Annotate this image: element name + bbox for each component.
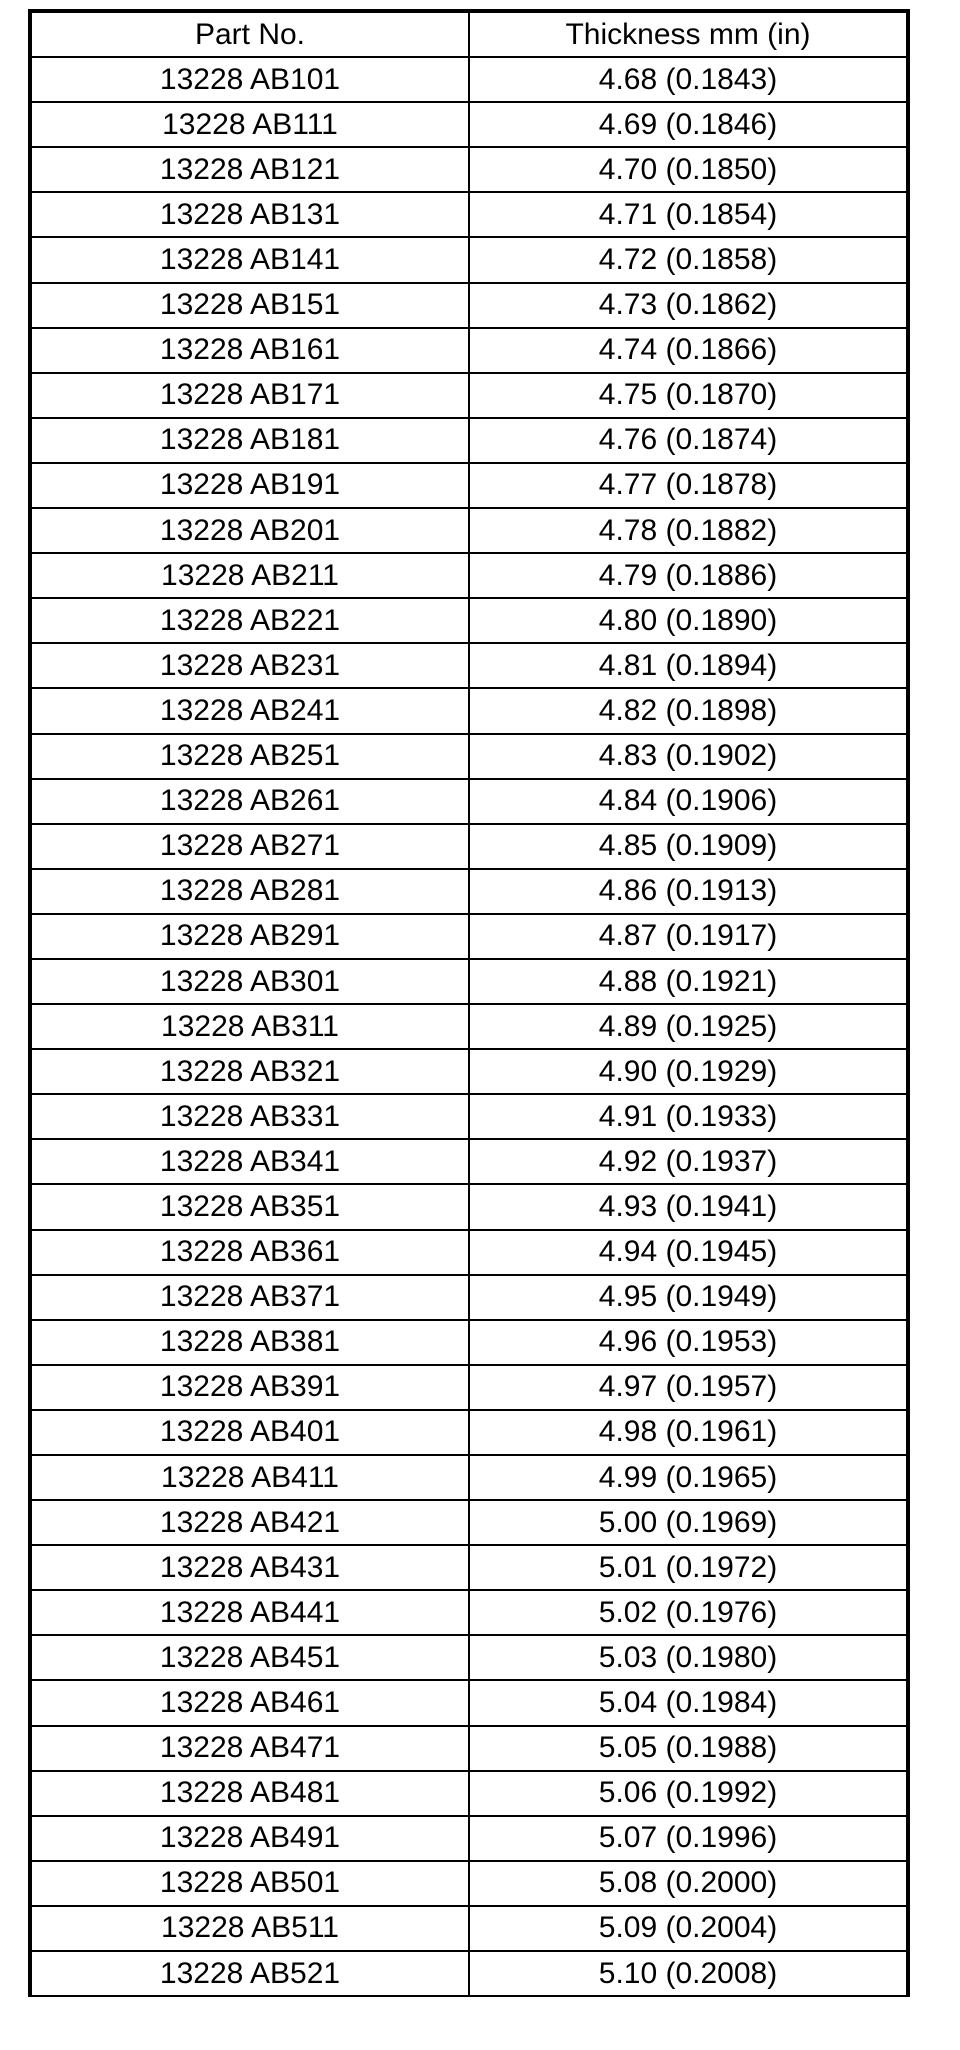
table-row	[30, 598, 908, 643]
part-number-cell: 13228 AB501	[30, 1861, 469, 1906]
thickness-cell: 5.04 (0.1984)	[469, 1680, 908, 1725]
part-number-cell: 13228 AB361	[30, 1230, 469, 1275]
thickness-cell: 5.06 (0.1992)	[469, 1771, 908, 1816]
thickness-cell: 4.80 (0.1890)	[469, 598, 908, 643]
part-number-cell: 13228 AB101	[30, 57, 469, 102]
thickness-cell: 5.01 (0.1972)	[469, 1545, 908, 1590]
thickness-cell: 4.93 (0.1941)	[469, 1184, 908, 1229]
thickness-cell: 4.91 (0.1933)	[469, 1094, 908, 1139]
part-number-cell: 13228 AB461	[30, 1680, 469, 1725]
table-row	[30, 57, 908, 102]
thickness-cell: 4.92 (0.1937)	[469, 1139, 908, 1184]
part-number-cell: 13228 AB191	[30, 463, 469, 508]
part-number-cell: 13228 AB401	[30, 1410, 469, 1455]
part-number-cell: 13228 AB391	[30, 1365, 469, 1410]
thickness-cell: 4.72 (0.1858)	[469, 237, 908, 282]
part-number-cell: 13228 AB261	[30, 779, 469, 824]
table-row	[30, 1771, 908, 1816]
part-number-cell: 13228 AB371	[30, 1275, 469, 1320]
table-row	[30, 734, 908, 779]
part-number-cell: 13228 AB441	[30, 1590, 469, 1635]
thickness-cell: 4.86 (0.1913)	[469, 869, 908, 914]
table-row	[30, 1590, 908, 1635]
table-row	[30, 959, 908, 1004]
table-row	[30, 508, 908, 553]
table-row	[30, 283, 908, 328]
table-row	[30, 1275, 908, 1320]
table-row	[30, 147, 908, 192]
thickness-cell: 4.79 (0.1886)	[469, 553, 908, 598]
thickness-cell: 5.10 (0.2008)	[469, 1951, 908, 1996]
table-row	[30, 824, 908, 869]
table-row	[30, 1139, 908, 1184]
table-row	[30, 1861, 908, 1906]
table-row	[30, 1455, 908, 1500]
thickness-cell: 4.77 (0.1878)	[469, 463, 908, 508]
table-row	[30, 1184, 908, 1229]
table-row	[30, 688, 908, 733]
thickness-cell: 5.09 (0.2004)	[469, 1906, 908, 1951]
table-row	[30, 1004, 908, 1049]
part-number-cell: 13228 AB211	[30, 553, 469, 598]
part-number-cell: 13228 AB111	[30, 102, 469, 147]
thickness-cell: 5.02 (0.1976)	[469, 1590, 908, 1635]
table-row	[30, 914, 908, 959]
thickness-cell: 5.05 (0.1988)	[469, 1726, 908, 1771]
table-row	[30, 1049, 908, 1094]
table-row	[30, 1320, 908, 1365]
thickness-cell: 4.95 (0.1949)	[469, 1275, 908, 1320]
part-number-cell: 13228 AB131	[30, 192, 469, 237]
thickness-cell: 5.08 (0.2000)	[469, 1861, 908, 1906]
part-number-cell: 13228 AB301	[30, 959, 469, 1004]
part-number-cell: 13228 AB521	[30, 1951, 469, 1996]
thickness-cell: 4.78 (0.1882)	[469, 508, 908, 553]
thickness-cell: 4.88 (0.1921)	[469, 959, 908, 1004]
part-number-cell: 13228 AB321	[30, 1049, 469, 1094]
table-row	[30, 779, 908, 824]
parts-thickness-table	[28, 9, 910, 1997]
table-row	[30, 553, 908, 598]
thickness-cell: 4.76 (0.1874)	[469, 418, 908, 463]
header-row	[30, 11, 908, 57]
table-row	[30, 1545, 908, 1590]
part-number-cell: 13228 AB381	[30, 1320, 469, 1365]
part-number-cell: 13228 AB231	[30, 643, 469, 688]
part-number-cell: 13228 AB471	[30, 1726, 469, 1771]
thickness-cell: 4.89 (0.1925)	[469, 1004, 908, 1049]
table-row	[30, 1906, 908, 1951]
table-body	[30, 57, 908, 1996]
header-part-no: Part No.	[30, 11, 469, 57]
table-row	[30, 237, 908, 282]
part-number-cell: 13228 AB141	[30, 237, 469, 282]
part-number-cell: 13228 AB201	[30, 508, 469, 553]
part-number-cell: 13228 AB291	[30, 914, 469, 959]
part-number-cell: 13228 AB181	[30, 418, 469, 463]
thickness-cell: 4.85 (0.1909)	[469, 824, 908, 869]
part-number-cell: 13228 AB511	[30, 1906, 469, 1951]
table-row	[30, 1680, 908, 1725]
thickness-cell: 4.71 (0.1854)	[469, 192, 908, 237]
thickness-cell: 4.74 (0.1866)	[469, 328, 908, 373]
table-row	[30, 328, 908, 373]
table-row	[30, 192, 908, 237]
thickness-cell: 5.07 (0.1996)	[469, 1816, 908, 1861]
thickness-cell: 4.70 (0.1850)	[469, 147, 908, 192]
part-number-cell: 13228 AB281	[30, 869, 469, 914]
part-number-cell: 13228 AB241	[30, 688, 469, 733]
table-row	[30, 1094, 908, 1139]
part-number-cell: 13228 AB151	[30, 283, 469, 328]
part-number-cell: 13228 AB161	[30, 328, 469, 373]
thickness-cell: 5.00 (0.1969)	[469, 1500, 908, 1545]
table-row	[30, 869, 908, 914]
table-row	[30, 1365, 908, 1410]
thickness-cell: 4.99 (0.1965)	[469, 1455, 908, 1500]
table-row	[30, 1635, 908, 1680]
thickness-cell: 4.82 (0.1898)	[469, 688, 908, 733]
thickness-cell: 4.81 (0.1894)	[469, 643, 908, 688]
part-number-cell: 13228 AB331	[30, 1094, 469, 1139]
thickness-cell: 4.68 (0.1843)	[469, 57, 908, 102]
part-number-cell: 13228 AB411	[30, 1455, 469, 1500]
table-row	[30, 643, 908, 688]
thickness-cell: 4.69 (0.1846)	[469, 102, 908, 147]
thickness-cell: 4.98 (0.1961)	[469, 1410, 908, 1455]
table-row	[30, 1500, 908, 1545]
table-row	[30, 463, 908, 508]
table-row	[30, 102, 908, 147]
parts-table-container	[28, 9, 910, 1997]
part-number-cell: 13228 AB121	[30, 147, 469, 192]
thickness-cell: 5.03 (0.1980)	[469, 1635, 908, 1680]
part-number-cell: 13228 AB271	[30, 824, 469, 869]
thickness-cell: 4.97 (0.1957)	[469, 1365, 908, 1410]
part-number-cell: 13228 AB251	[30, 734, 469, 779]
table-row	[30, 373, 908, 418]
part-number-cell: 13228 AB481	[30, 1771, 469, 1816]
part-number-cell: 13228 AB341	[30, 1139, 469, 1184]
part-number-cell: 13228 AB351	[30, 1184, 469, 1229]
thickness-cell: 4.83 (0.1902)	[469, 734, 908, 779]
table-row	[30, 418, 908, 463]
part-number-cell: 13228 AB431	[30, 1545, 469, 1590]
thickness-cell: 4.84 (0.1906)	[469, 779, 908, 824]
thickness-cell: 4.96 (0.1953)	[469, 1320, 908, 1365]
table-row	[30, 1816, 908, 1861]
table-row	[30, 1230, 908, 1275]
table-row	[30, 1951, 908, 1996]
table-row	[30, 1726, 908, 1771]
thickness-cell: 4.94 (0.1945)	[469, 1230, 908, 1275]
thickness-cell: 4.90 (0.1929)	[469, 1049, 908, 1094]
thickness-cell: 4.73 (0.1862)	[469, 283, 908, 328]
table-header	[30, 11, 908, 57]
header-thickness: Thickness mm (in)	[469, 11, 908, 57]
part-number-cell: 13228 AB221	[30, 598, 469, 643]
part-number-cell: 13228 AB311	[30, 1004, 469, 1049]
part-number-cell: 13228 AB171	[30, 373, 469, 418]
part-number-cell: 13228 AB491	[30, 1816, 469, 1861]
part-number-cell: 13228 AB451	[30, 1635, 469, 1680]
part-number-cell: 13228 AB421	[30, 1500, 469, 1545]
table-row	[30, 1410, 908, 1455]
thickness-cell: 4.87 (0.1917)	[469, 914, 908, 959]
thickness-cell: 4.75 (0.1870)	[469, 373, 908, 418]
